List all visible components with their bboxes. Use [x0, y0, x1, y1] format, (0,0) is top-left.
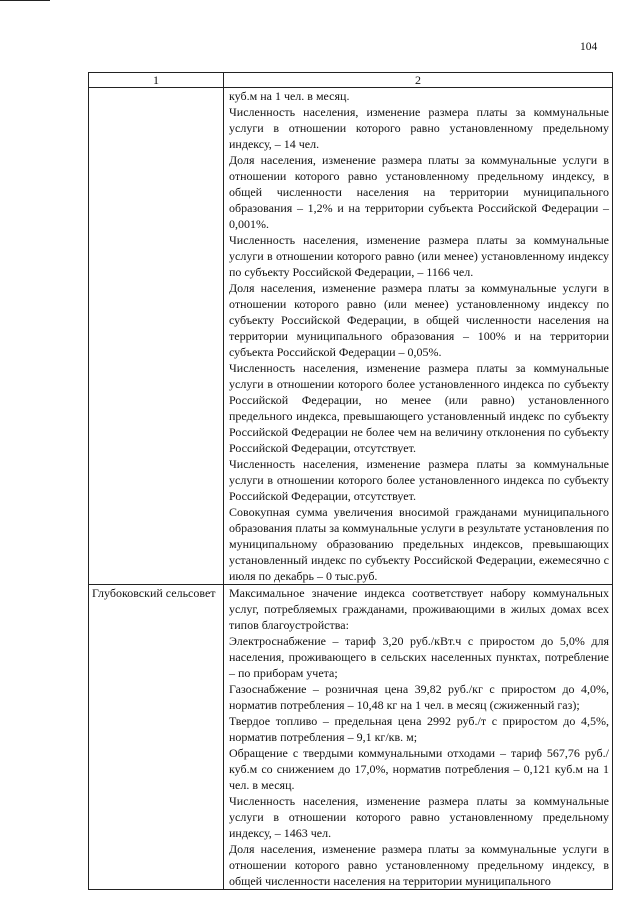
- description-cell: [224, 585, 613, 890]
- column-header-2: 2: [224, 73, 613, 88]
- paragraph: Газоснабжение – розничная цена 39,82 руб./кг с приростом до 4,0%, норматив потребления – 10,48 кг на 1 чел. в месяц (сжиженный газ);: [229, 682, 609, 712]
- paragraph: Численность населения, изменение размера платы за коммунальные услуги в отношении которого равно установленному предельному индексу, – 1463 чел.: [229, 794, 609, 840]
- municipality-name-cell: [89, 88, 224, 585]
- paragraph: Совокупная сумма увеличения вносимой гражданами муниципального образования платы за коммунальные услуги в результате установления по муниципальному образованию предельных индексов, превышающих установленный индекс по субъекту Российской Федерации, ежемесячно с июля по декабрь – 0 тыс.руб.: [229, 505, 609, 583]
- paragraph: Доля населения, изменение размера платы за коммунальные услуги в отношении которого равно (или менее) установленному индексу по субъекту Российской Федерации, в общей численности населения на территории муниципального образования – 100% и на территории субъекта Российской Федерации – 0,05%.: [229, 281, 609, 359]
- paragraph: Численность населения, изменение размера платы за коммунальные услуги в отношении которого равно (или менее) установленному индексу по субъекту Российской Федерации, – 1166 чел.: [229, 233, 609, 279]
- paragraph: куб.м на 1 чел. в месяц.: [229, 89, 350, 103]
- paragraph: Численность населения, изменение размера платы за коммунальные услуги в отношении которого более установленного индекса по субъекту Российской Федерации, отсутствует.: [229, 457, 609, 503]
- municipality-name-cell: Глубоковский сельсовет: [89, 585, 224, 890]
- paragraph: Численность населения, изменение размера платы за коммунальные услуги в отношении которого более установленного индекса по субъекту Российской Федерации, но менее (или равно) установленного предельного индекса, превышающего установленный индекс по субъекту Российской Федерации не более чем на величину отклонения по субъекту Российской Федерации, отсутствует.: [229, 361, 609, 455]
- document-table: [88, 72, 613, 890]
- paragraph: Максимальное значение индекса соответствует набору коммунальных услуг, потребляемых гражданами, проживающими в жилых домах всех типов благоустройства:: [229, 586, 609, 632]
- paragraph: Обращение с твердыми коммунальными отходами – тариф 567,76 руб./куб.м со снижением до 17,0%, норматив потребления – 0,121 куб.м на 1 чел. в месяц.: [229, 746, 609, 792]
- table-header-row: [89, 73, 613, 88]
- scan-edge-mark: [0, 0, 50, 1]
- paragraph: Твердое топливо – предельная цена 2992 руб./т с приростом до 4,5%, норматив потребления – 9,1 кг/кв. м;: [229, 714, 609, 744]
- column-header-1: 1: [89, 73, 224, 88]
- page-number: 104: [580, 41, 598, 53]
- description-cell: [224, 88, 613, 585]
- table-row: [89, 88, 613, 585]
- table-row: [89, 585, 613, 890]
- paragraph: Численность населения, изменение размера платы за коммунальные услуги в отношении которого равно установленному предельному индексу, – 14 чел.: [229, 105, 609, 151]
- paragraph: Доля населения, изменение размера платы за коммунальные услуги в отношении которого равно установленному предельному индексу, в общей численности населения на территории муниципального: [229, 842, 609, 888]
- paragraph: Доля населения, изменение размера платы за коммунальные услуги в отношении которого равно установленному предельному индексу, в общей численности населения на территории муниципального образования – 1,2% и на территории субъекта Российской Федерации – 0,001%.: [229, 153, 609, 231]
- paragraph: Электроснабжение – тариф 3,20 руб./кВт.ч с приростом до 5,0% для населения, проживающего в сельских населенных пунктах, потребление – по приборам учета;: [229, 634, 609, 680]
